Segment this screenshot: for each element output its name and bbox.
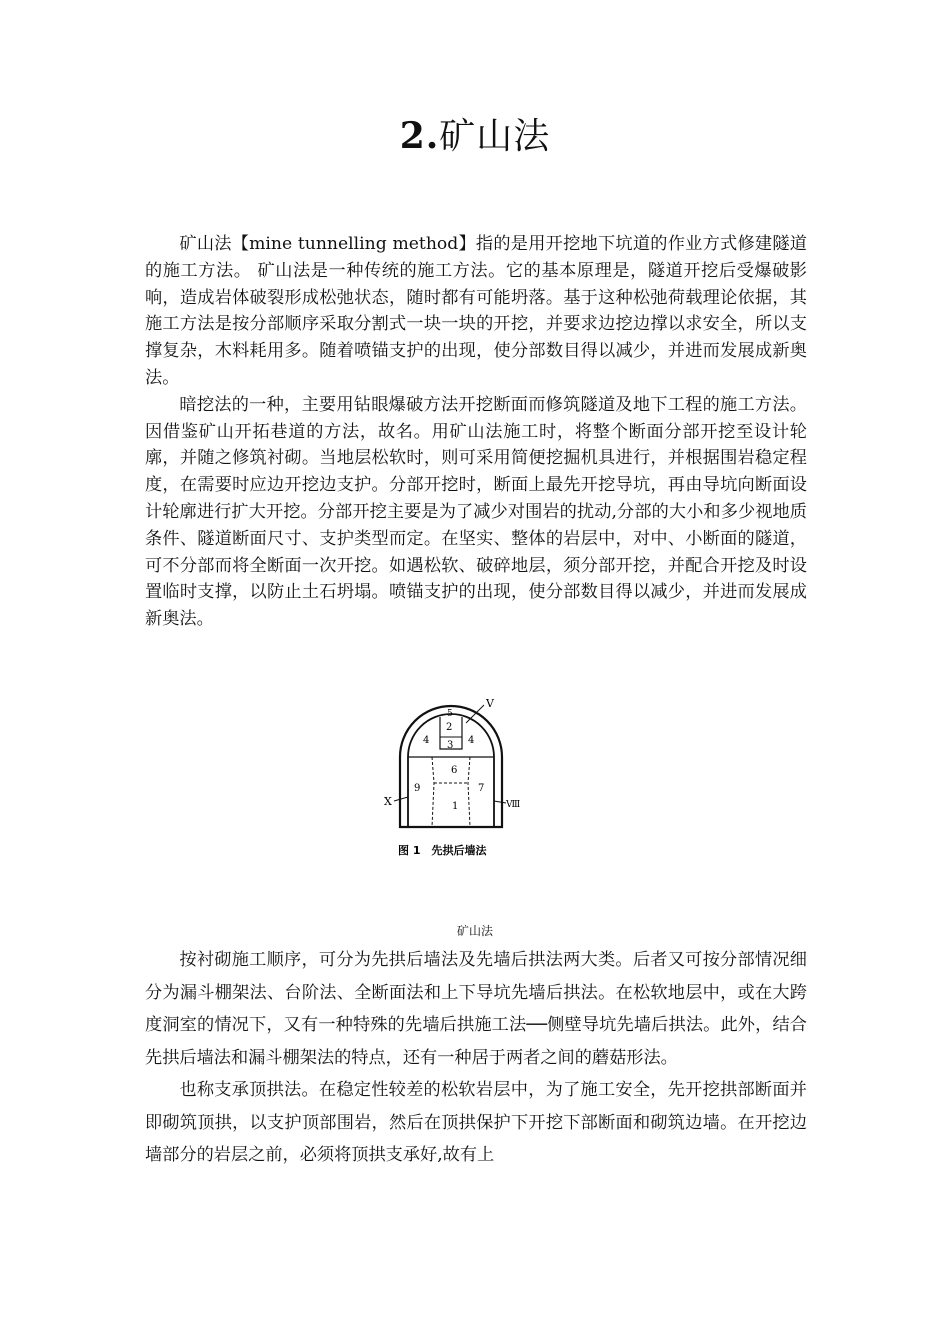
paragraph-undercut-method: 暗挖法的一种，主要用钻眼爆破方法开挖断面而修筑隧道及地下工程的施工方法。因借鉴矿山开拓巷道的方法，故名。用矿山法施工时，将整个断面分部开挖至设计轮廓，并随之修筑衬砌。当地层松软时，则可采用简便挖掘机具进行，并根据围岩稳定程度，在需要时应边开挖边支护。分部开挖时，断面上最先开挖导坑，再由导坑向断面设计轮廓进行扩大开挖。分部开挖主要是为了减少对围岩的扰动,分部的大小和多少视地质条件、隧道断面尺寸、支护类型而定。在坚实、整体的岩层中，对中、小断面的隧道，可不分部而将全断面一次开挖。如遇松软、破碎地层，须分部开挖，并配合开挖及时设置临时支撑，以防止土石坍塌。喷锚支护的出现，使分部数目得以减少，并进而发展成新奥法。 — [145, 394, 807, 630]
label-section-1: 1 — [452, 801, 459, 812]
tunnel-section-diagram — [380, 693, 520, 863]
label-section-6: 6 — [451, 765, 458, 776]
label-viii: Ⅷ — [506, 800, 520, 810]
paragraph-mine-method-definition: 矿山法【mine tunnelling method】指的是用开挖地下坑道的作业方式修建隧道的施工方法。 矿山法是一种传统的施工方法。它的基本原理是，隧道开挖后受爆破影响，造成岩体破裂形成松弛状态，随时都有可能坍落。基于这种松弛荷载理论依据，其施工方法是按分部顺序采取分割式一块一块的开挖，并要求边挖边撑以求安全，所以支撑复杂，木料耗用多。随着喷锚支护的出现，使分部数目得以减少，并进而发展成新奥法。 — [145, 234, 807, 388]
label-section-3: 3 — [447, 740, 454, 751]
title-text: 矿山法 — [439, 116, 551, 157]
label-v: V — [486, 697, 494, 710]
title-number: 2. — [399, 115, 440, 157]
section-2 — [145, 944, 807, 1172]
paragraph-lining-sequence: 按衬砌施工顺序，可分为先拱后墙法及先墙后拱法两大类。后者又可按分部情况细分为漏斗棚架法、台阶法、全断面法和上下导坑先墙后拱法。在松软地层中，或在大跨度洞室的情况下，又有一种特殊的先墙后拱施工法──侧壁导坑先墙后拱法。此外，结合先拱后墙法和漏斗棚架法的特点，还有一种居于两者之间的蘑菇形法。 — [145, 950, 807, 1068]
label-section-9: 9 — [414, 783, 421, 794]
section-1 — [145, 231, 807, 633]
label-section-4-left: 4 — [423, 735, 430, 746]
tunnel-section-figure — [380, 693, 520, 863]
image-caption: 矿山法 — [456, 924, 493, 938]
figure-caption: 图 1 先拱后墙法 — [398, 844, 487, 857]
label-x: X — [384, 795, 392, 808]
label-section-4-right: 4 — [468, 735, 475, 746]
page-title — [0, 108, 950, 159]
paragraph-arch-first-method: 也称支承顶拱法。在稳定性较差的松软岩层中，为了施工安全，先开挖拱部断面并即砌筑顶拱，以支护顶部围岩，然后在顶拱保护下开挖下部断面和砌筑边墙。在开挖边墙部分的岩层之前，必须将顶拱支承好,故有上 — [145, 1080, 807, 1165]
label-section-2: 2 — [446, 722, 453, 733]
label-section-5: 5 — [447, 709, 453, 719]
label-section-7: 7 — [478, 783, 485, 794]
